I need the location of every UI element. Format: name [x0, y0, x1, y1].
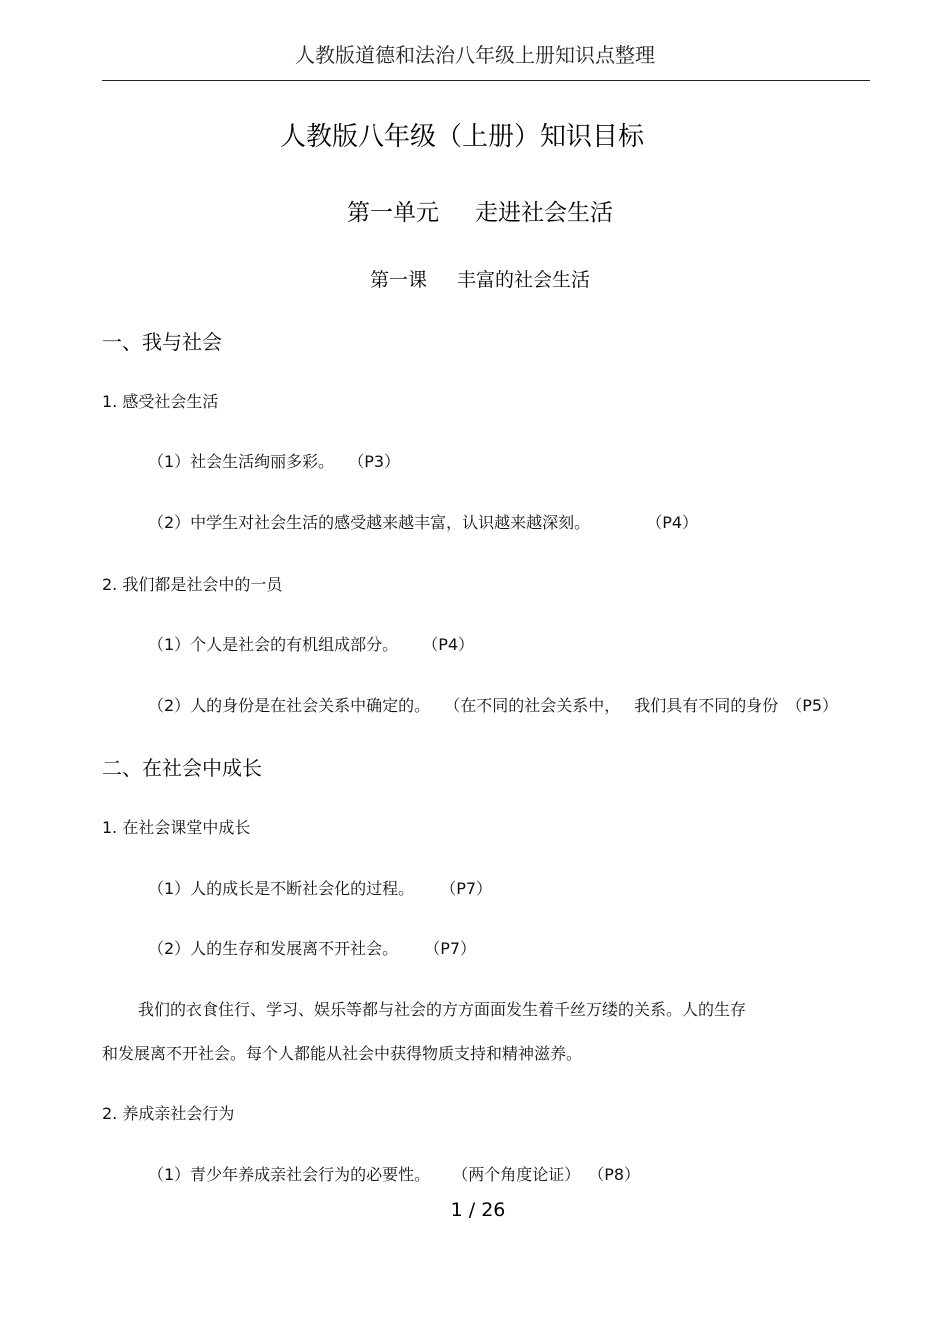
running-header: 人教版道德和法治八年级上册知识点整理 — [295, 43, 655, 67]
body-paragraph-line: 和发展离不开社会。每个人都能从社会中获得物质支持和精神滋养。 — [102, 1044, 583, 1063]
item-note: （两个角度论证） — [452, 1165, 581, 1184]
subsection-heading: 1. 在社会课堂中成长 — [102, 818, 251, 837]
lesson-heading — [0, 265, 950, 292]
item-note: 我们具有不同的身份 — [634, 696, 779, 715]
subsection-heading: 1. 感受社会生活 — [102, 392, 219, 411]
page-ref: （P4） — [646, 513, 699, 532]
unit-number: 第一单元 — [347, 200, 439, 226]
item-text: （1）青少年养成亲社会行为的必要性。 — [148, 1165, 431, 1184]
lesson-number: 第一课 — [369, 269, 427, 291]
page-ref: （P3） — [348, 452, 401, 471]
unit-heading — [0, 194, 950, 227]
item-text: （2）人的生存和发展离不开社会。 — [148, 939, 399, 958]
item-note: （在不同的社会关系中， — [444, 696, 621, 715]
subsection-heading: 2. 我们都是社会中的一员 — [102, 575, 283, 594]
list-item — [148, 510, 698, 533]
list-item — [148, 632, 474, 655]
list-item — [148, 693, 838, 716]
lesson-name: 丰富的社会生活 — [457, 269, 591, 291]
body-paragraph-line: 我们的衣食住行、学习、娱乐等都与社会的方方面面发生着千丝万缕的关系。人的生存 — [138, 1000, 747, 1019]
item-text: （2）人的身份是在社会关系中确定的。 — [148, 696, 431, 715]
list-item — [148, 449, 400, 472]
page-ref: （P8） — [588, 1165, 641, 1184]
unit-name: 走进社会生活 — [475, 200, 613, 226]
item-text: （2）中学生对社会生活的感受越来越丰富，认识越来越深刻。 — [148, 513, 591, 532]
item-text: （1）人的成长是不断社会化的过程。 — [148, 879, 415, 898]
list-item — [148, 1162, 640, 1185]
page-ref: （P7） — [424, 939, 477, 958]
item-text: （1）个人是社会的有机组成部分。 — [148, 635, 399, 654]
subsection-heading: 2. 养成亲社会行为 — [102, 1104, 235, 1123]
page-ref: （P4） — [422, 635, 475, 654]
header-divider — [102, 80, 870, 81]
page-number: 1 / 26 — [450, 1199, 506, 1221]
list-item — [148, 876, 492, 899]
item-text: （1）社会生活绚丽多彩。 — [148, 452, 335, 471]
section-heading: 二、在社会中成长 — [102, 756, 262, 780]
page-ref: （P5） — [786, 696, 839, 715]
section-heading: 一、我与社会 — [102, 330, 222, 354]
list-item — [148, 936, 476, 959]
page-ref: （P7） — [440, 879, 493, 898]
document-title: 人教版八年级（上册）知识目标 — [279, 122, 644, 152]
